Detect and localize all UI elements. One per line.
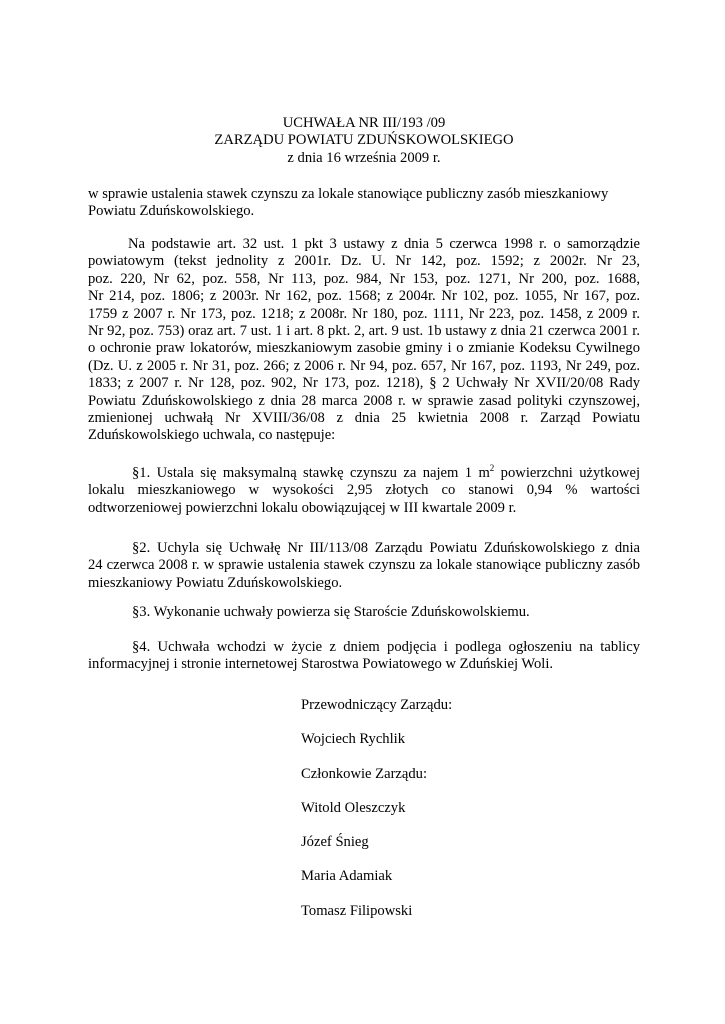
member-name: Maria Adamiak	[301, 868, 393, 885]
section-1-text: powierzchni użytkowej	[494, 465, 640, 481]
square-meter-superscript: 2	[489, 463, 495, 473]
section-4-line: §4. Uchwała wchodzi w życie z dniem podjęcia i podlega ogłoszeniu na tablicy	[132, 639, 640, 655]
subject-line: w sprawie ustalenia stawek czynszu za lokale stanowiące publiczny zasób mieszkaniowy	[88, 186, 609, 202]
basis-line: powiatowym (tekst jednolity z 2001r. Dz. U. Nr 142, poz. 1592; z 2002r. Nr 23,	[88, 253, 640, 270]
resolution-number: UCHWAŁA NR III/193 /09	[282, 115, 446, 131]
member-name: Witold Oleszczyk	[301, 799, 406, 816]
basis-line: Zduńskowolskiego uchwala, co następuje:	[88, 427, 336, 444]
section-3	[88, 604, 640, 621]
chair-name: Wojciech Rychlik	[301, 731, 406, 748]
section-1	[88, 465, 640, 517]
resolution-date: z dnia 16 września 2009 r.	[287, 149, 441, 166]
resolution-header	[88, 115, 640, 167]
section-1-line	[88, 465, 640, 482]
chair-title: Przewodniczący Zarządu:	[301, 697, 453, 713]
resolution-subject	[88, 186, 643, 221]
members-title: Członkowie Zarządu:	[301, 765, 428, 782]
section-1-line: lokalu mieszkaniowego w wysokości 2,95 złotych co stanowi 0,94 % wartości	[88, 482, 640, 499]
section-4-line: informacyjnej i stronie internetowej Starostwa Powiatowego w Zduńskiej Woli.	[88, 656, 554, 673]
section-2-line: §2. Uchyla się Uchwałę Nr III/113/08 Zarządu Powiatu Zduńskowolskiego z dnia	[132, 540, 640, 556]
section-1-line: odtworzeniowej powierzchni lokalu obowiązującej w III kwartale 2009 r.	[88, 499, 517, 516]
member-name: Tomasz Filipowski	[301, 902, 413, 919]
basis-line: 1759 z 2007 r. Nr 173, poz. 1218; z 2008r. Nr 180, poz. 1111, Nr 223, poz. 1458, z 2009 r.	[88, 305, 640, 322]
basis-line: poz. 220, Nr 62, poz. 558, Nr 113, poz. 984, Nr 153, poz. 1271, Nr 200, poz. 1688,	[88, 270, 640, 287]
section-2-line: mieszkaniowy Powiatu Zduńskowolskiego.	[88, 574, 343, 591]
signatures-block	[301, 697, 601, 937]
section-3-line: §3. Wykonanie uchwały powierza się Staroście Zduńskowolskiemu.	[132, 604, 530, 620]
basis-line: (Dz. U. z 2005 r. Nr 31, poz. 266; z 2006 r. Nr 94, poz. 657, Nr 167, poz. 1193, Nr 249, poz.	[88, 357, 640, 374]
basis-line: Na podstawie art. 32 ust. 1 pkt 3 ustawy z dnia 5 czerwca 1998 r. o samorządzie	[128, 236, 640, 252]
section-4	[88, 639, 640, 674]
issuing-body: ZARZĄDU POWIATU ZDUŃSKOWOLSKIEGO	[214, 132, 514, 149]
section-2-line: 24 czerwca 2008 r. w sprawie ustalenia stawek czynszu za lokale stanowiące publiczny zasób	[88, 557, 640, 574]
member-name: Józef Śnieg	[301, 834, 369, 851]
basis-line: Powiatu Zduńskowolskiego z dnia 28 marca 2008 r. w sprawie zasad polityki czynszowej,	[88, 392, 640, 409]
basis-line: 1833; z 2007 r. Nr 128, poz. 902, Nr 173, poz. 1218), § 2 Uchwały Nr XVII/20/08 Rady	[88, 375, 640, 392]
section-1-text: §1. Ustala się maksymalną stawkę czynszu za najem 1 m	[132, 465, 490, 481]
basis-line: Nr 92, poz. 753) oraz art. 7 ust. 1 i art. 8 pkt. 2, art. 9 ust. 1b ustawy z dnia 21 czerwca 2001 r.	[88, 323, 640, 340]
basis-line: Nr 214, poz. 1806; z 2003r. Nr 162, poz. 1568; z 2004r. Nr 102, poz. 1055, Nr 167, poz.	[88, 288, 640, 305]
section-2	[88, 540, 640, 592]
legal-basis-paragraph	[88, 236, 640, 445]
basis-line: zmienionej uchwałą Nr XVIII/36/08 z dnia 25 kwietnia 2008 r. Zarząd Powiatu	[88, 410, 640, 427]
basis-line: o ochronie praw lokatorów, mieszkaniowym zasobie gminy i o zmianie Kodeksu Cywilnego	[88, 340, 640, 357]
subject-line: Powiatu Zduńskowolskiego.	[88, 203, 255, 220]
